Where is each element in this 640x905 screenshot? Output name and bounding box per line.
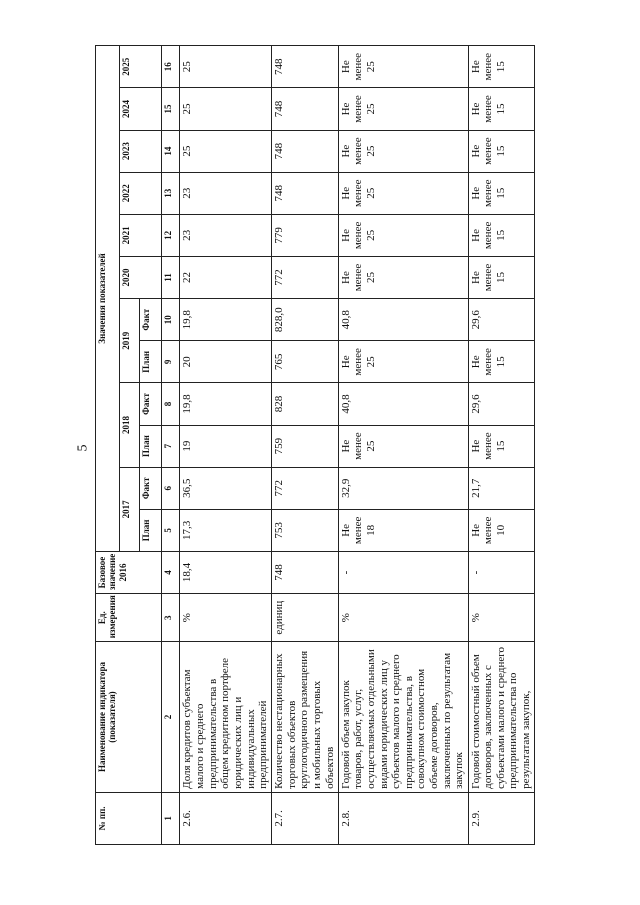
value-cell: Не менее 25	[338, 214, 468, 256]
row-number: 2.8.	[338, 792, 468, 844]
header-row-col-numbers	[162, 46, 180, 845]
header-fact: Факт	[140, 299, 162, 341]
table-row	[272, 46, 338, 845]
value-cell: Не менее 15	[468, 341, 534, 383]
value-cell: Не менее 25	[338, 46, 468, 88]
value-cell: 32,9	[338, 467, 468, 509]
value-cell: 25	[180, 46, 272, 88]
value-cell: Не менее 15	[468, 88, 534, 130]
unit-cell: %	[180, 594, 272, 642]
value-cell: Не менее 25	[338, 172, 468, 214]
header-year: 2017	[120, 467, 140, 551]
header-year: 2024	[120, 88, 162, 130]
header-num: № пп.	[96, 792, 162, 844]
value-cell: 19,8	[180, 383, 272, 425]
header-year: 2019	[120, 299, 140, 383]
header-plan: План	[140, 425, 162, 467]
col-number: 7	[162, 425, 180, 467]
header-row-1	[96, 46, 120, 845]
header-fact: Факт	[140, 467, 162, 509]
table-body	[180, 46, 535, 845]
value-cell: Не менее 25	[338, 130, 468, 172]
indicator-name: Годовой стоимостный объем договоров, заключенных с субъектами малого и среднего предпринимательства по результатам закупок,	[468, 642, 534, 793]
value-cell: 40,8	[338, 299, 468, 341]
row-number: 2.9.	[468, 792, 534, 844]
value-cell: Не менее 15	[468, 256, 534, 298]
header-year: 2021	[120, 214, 162, 256]
col-number: 16	[162, 46, 180, 88]
base-value-cell: 748	[272, 551, 338, 593]
value-cell: Не менее 25	[338, 256, 468, 298]
base-value-cell: -	[338, 551, 468, 593]
value-cell: Не менее 10	[468, 509, 534, 551]
header-year: 2025	[120, 46, 162, 88]
value-cell: Не менее 25	[338, 341, 468, 383]
value-cell: 19,8	[180, 299, 272, 341]
header-year: 2022	[120, 172, 162, 214]
page-number: 5	[75, 444, 91, 452]
value-cell: Не менее 15	[468, 130, 534, 172]
value-cell: Не менее 25	[338, 425, 468, 467]
value-cell: 36,5	[180, 467, 272, 509]
value-cell: 23	[180, 172, 272, 214]
value-cell: 828,0	[272, 299, 338, 341]
value-cell: 828	[272, 383, 338, 425]
col-number: 15	[162, 88, 180, 130]
value-cell: 29,6	[468, 383, 534, 425]
value-cell: Не менее 15	[468, 46, 534, 88]
value-cell: 759	[272, 425, 338, 467]
value-cell: 25	[180, 88, 272, 130]
value-cell: 19	[180, 425, 272, 467]
value-cell: 20	[180, 341, 272, 383]
value-cell: 21,7	[468, 467, 534, 509]
unit-cell: %	[468, 594, 534, 642]
base-value-cell: -	[468, 551, 534, 593]
value-cell: 25	[180, 130, 272, 172]
col-number: 10	[162, 299, 180, 341]
col-number: 9	[162, 341, 180, 383]
indicator-name: Годовой объем закупок товаров, работ, услуг, осуществляемых отдельными видами юридических лиц у субъектов малого и среднего предпринимательства, в совокупном стоимостном объеме договоров, заключенных по результатам закупок	[338, 642, 468, 793]
col-number: 12	[162, 214, 180, 256]
value-cell: 17,3	[180, 509, 272, 551]
col-number: 1	[162, 792, 180, 844]
indicator-name: Доля кредитов субъектам малого и среднего предпринимательства в общем кредитном портфеле юридических лиц и индивидуальных предпринимателей	[180, 642, 272, 793]
value-cell: Не менее 15	[468, 172, 534, 214]
value-cell: Не менее 15	[468, 214, 534, 256]
table-container	[95, 45, 535, 845]
indicator-name: Количество нестационарных торговых объектов круглогодичного размещения и мобильных торговых объектов	[272, 642, 338, 793]
col-number: 11	[162, 256, 180, 298]
table-row	[180, 46, 272, 845]
value-cell: 29,6	[468, 299, 534, 341]
value-cell: 748	[272, 88, 338, 130]
header-year: 2018	[120, 383, 140, 467]
value-cell: 772	[272, 467, 338, 509]
value-cell: 22	[180, 256, 272, 298]
value-cell: 748	[272, 46, 338, 88]
value-cell: 765	[272, 341, 338, 383]
value-cell: 748	[272, 172, 338, 214]
col-number: 2	[162, 642, 180, 793]
header-year: 2023	[120, 130, 162, 172]
col-number: 4	[162, 551, 180, 593]
value-cell: 772	[272, 256, 338, 298]
value-cell: Не менее 25	[338, 88, 468, 130]
value-cell: Не менее 15	[468, 425, 534, 467]
indicators-table	[95, 45, 535, 845]
col-number: 5	[162, 509, 180, 551]
col-number: 8	[162, 383, 180, 425]
value-cell: 40,8	[338, 383, 468, 425]
col-number: 3	[162, 594, 180, 642]
header-year: 2020	[120, 256, 162, 298]
row-number: 2.7.	[272, 792, 338, 844]
unit-cell: единиц	[272, 594, 338, 642]
value-cell: 748	[272, 130, 338, 172]
value-cell: 779	[272, 214, 338, 256]
col-number: 13	[162, 172, 180, 214]
table-row	[338, 46, 468, 845]
base-value-cell: 18,4	[180, 551, 272, 593]
value-cell: 23	[180, 214, 272, 256]
header-plan: План	[140, 341, 162, 383]
unit-cell: %	[338, 594, 468, 642]
table-row	[468, 46, 534, 845]
col-number: 14	[162, 130, 180, 172]
header-base: Базовое значение 2016	[96, 551, 162, 593]
col-number: 6	[162, 467, 180, 509]
value-cell: Не менее 18	[338, 509, 468, 551]
header-unit: Ед. измерения	[96, 594, 162, 642]
header-values-group: Значения показателей	[96, 46, 120, 552]
value-cell: 753	[272, 509, 338, 551]
header-plan: План	[140, 509, 162, 551]
header-fact: Факт	[140, 383, 162, 425]
row-number: 2.6.	[180, 792, 272, 844]
header-name: Наименование индикатора (показателя)	[96, 642, 162, 793]
